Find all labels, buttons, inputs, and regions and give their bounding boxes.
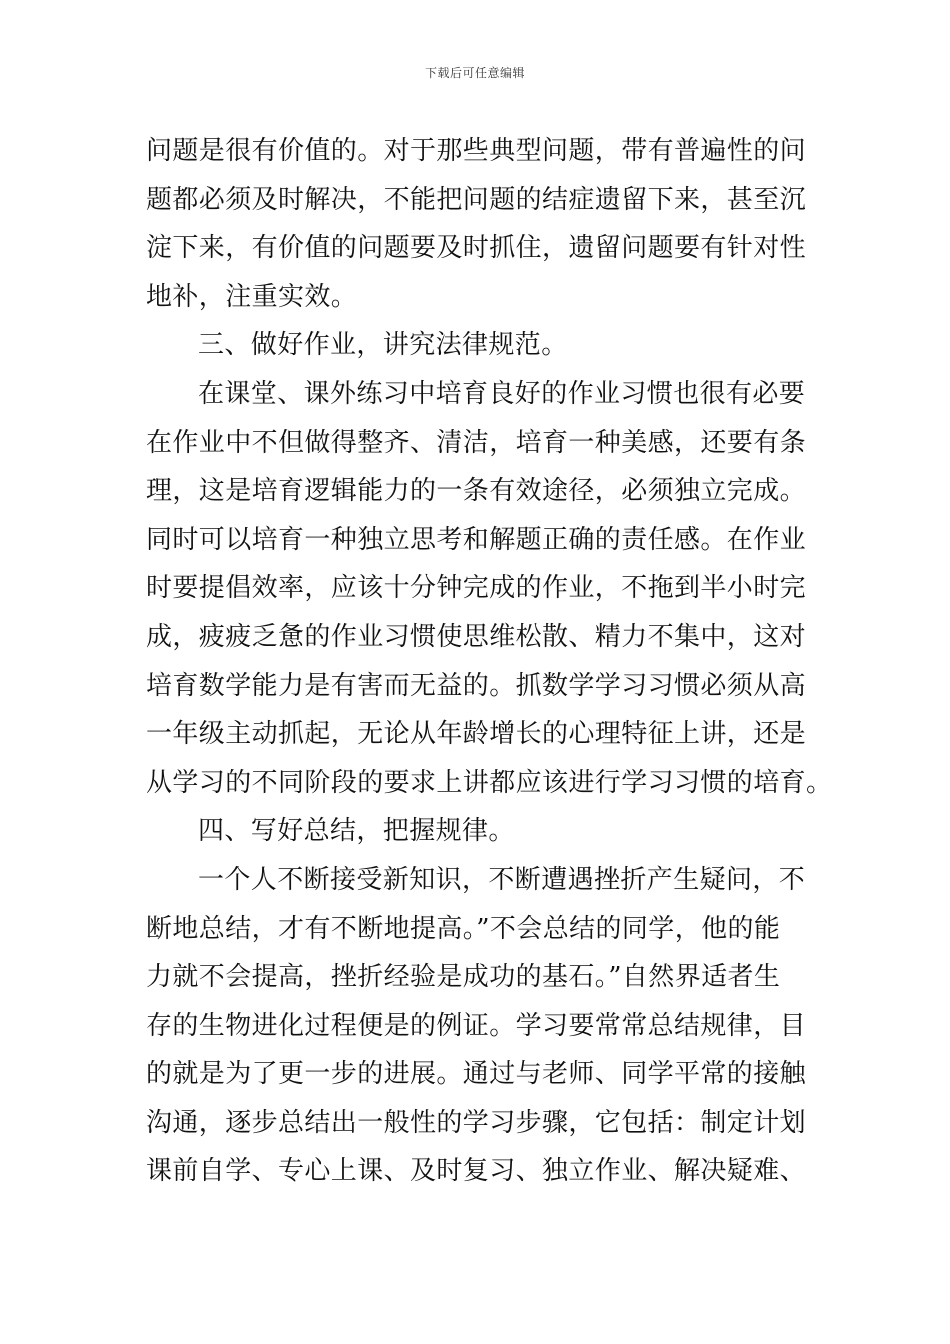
text-line: 题都必须及时解决，不能把问题的结症遗留下来，甚至沉 bbox=[146, 184, 807, 215]
section-heading: 四、写好总结，把握规律。 bbox=[198, 816, 515, 847]
text-line: 淀下来，有价值的问题要及时抓住，遗留问题要有针对性 bbox=[146, 233, 807, 264]
text-line: 的就是为了更一步的进展。通过与老师、同学平常的接触 bbox=[146, 1059, 807, 1090]
page-header: 下载后可任意编辑 bbox=[424, 66, 525, 80]
text-line: 一个人不断接受新知识，不断遭遇挫折产生疑问，不 bbox=[198, 864, 806, 895]
text-line: 地补，注重实效。 bbox=[146, 281, 358, 312]
text-line: 时要提倡效率，应该十分钟完成的作业，不拖到半小时完 bbox=[146, 573, 807, 604]
text-line: 从学习的不同阶段的要求上讲都应该进行学习习惯的培育。 bbox=[146, 767, 833, 798]
text-line: 力就不会提高，挫折经验是成功的基石。”自然界适者生 bbox=[146, 962, 781, 993]
text-line: 培育数学能力是有害而无益的。抓数学学习习惯必须从高 bbox=[146, 670, 807, 701]
text-line: 在课堂、课外练习中培育良好的作业习惯也很有必要 bbox=[198, 378, 806, 409]
section-heading: 三、做好作业，讲究法律规范。 bbox=[198, 330, 568, 361]
text-line: 课前自学、专心上课、及时复习、独立作业、解决疑难、 bbox=[146, 1156, 807, 1187]
text-line: 断地总结，才有不断地提高。”不会总结的同学，他的能 bbox=[146, 913, 781, 944]
text-line: 在作业中不但做得整齐、清洁，培育一种美感，还要有条 bbox=[146, 427, 807, 458]
text-line: 问题是很有价值的。对于那些典型问题，带有普遍性的问 bbox=[146, 136, 807, 166]
text-line: 存的生物进化过程便是的例证。学习要常常总结规律，目 bbox=[146, 1010, 807, 1041]
text-line: 同时可以培育一种独立思考和解题正确的责任感。在作业 bbox=[146, 524, 807, 555]
text-line: 一年级主动抓起，无论从年龄增长的心理特征上讲，还是 bbox=[146, 719, 807, 750]
text-line: 沟通，逐步总结出一般性的学习步骤，它包括：制定计划 bbox=[146, 1107, 807, 1138]
document-body bbox=[146, 127, 833, 1196]
text-line: 理，这是培育逻辑能力的一条有效途径，必须独立完成。 bbox=[146, 476, 807, 507]
text-line: 成，疲疲乏惫的作业习惯使思维松散、精力不集中，这对 bbox=[146, 621, 807, 652]
